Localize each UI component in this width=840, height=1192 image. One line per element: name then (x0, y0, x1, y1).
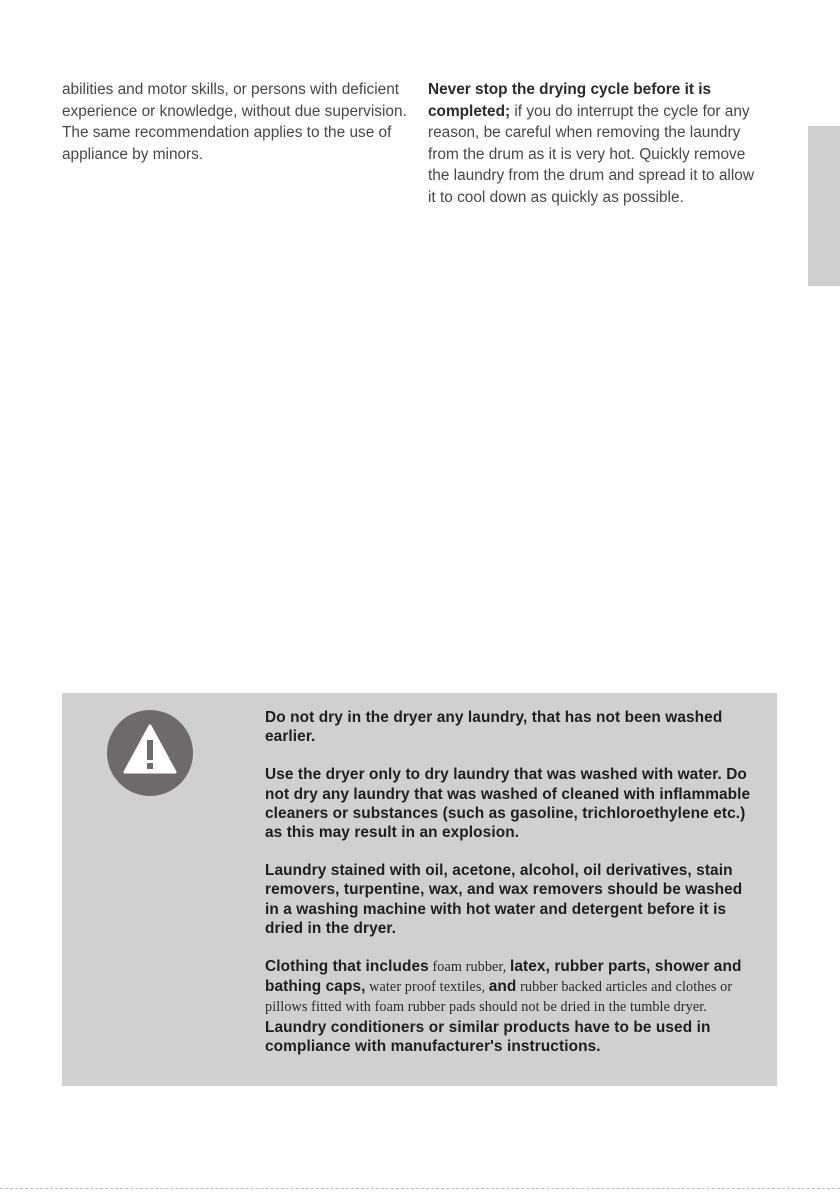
warning-paragraph-stains: Laundry stained with oil, acetone, alcohol, oil derivatives, stain removers, turpentine, wax, and wax removers should be washed in a washing machine with hot water and detergent before it is dried in the dryer. (265, 862, 743, 937)
drying-cycle-warning-lead: Never stop the drying cycle before it is completed; (428, 81, 712, 120)
rubber-text-d: water proof textiles, (365, 979, 489, 996)
warning-paragraph-conditioners: Laundry conditioners or similar products have to be used in compliance with manufacturer's instructions. (265, 1018, 711, 1055)
section-tab-marker (808, 126, 840, 286)
warning-text (265, 708, 757, 1056)
rubber-text-c: latex, rubber parts, shower and bathing caps, (265, 958, 742, 996)
warning-triangle-icon (107, 710, 193, 796)
rubber-text-f: rubber backed articles and clothes or pillows fitted with foam rubber pads should not be dried in the tumble dryer. (265, 979, 733, 1016)
rubber-text-e: and (488, 978, 517, 996)
warning-paragraph-unwashed: Do not dry in the dryer any laundry, that has not been washed earlier. (265, 709, 723, 746)
right-column (428, 79, 762, 209)
drying-cycle-warning-text: if you do interrupt the cycle for any reason, be careful when removing the laundry from the drum as it is very hot. Quickly remove the laundry from the drum and spread it to allow it to cool down as quickly as possible. (428, 102, 754, 206)
rubber-text-b: foam rubber, (428, 959, 510, 976)
warning-paragraph-rubber (265, 957, 757, 1018)
warning-box (62, 693, 777, 1086)
rubber-text-a: Clothing that includes (265, 958, 429, 976)
warning-paragraph-flammable: Use the dryer only to dry laundry that was washed with water. Do not dry any laundry that was washed of cleaned with inflammable cleaners or substances (such as gasoline, trichloroethylene etc.) as this may result in an explosion. (265, 766, 751, 842)
bottom-rule (0, 1188, 840, 1189)
left-column-text: abilities and motor skills, or persons with deficient experience or knowledge, without due supervision. The same recommendation applies to the use of appliance by minors. (62, 81, 407, 163)
